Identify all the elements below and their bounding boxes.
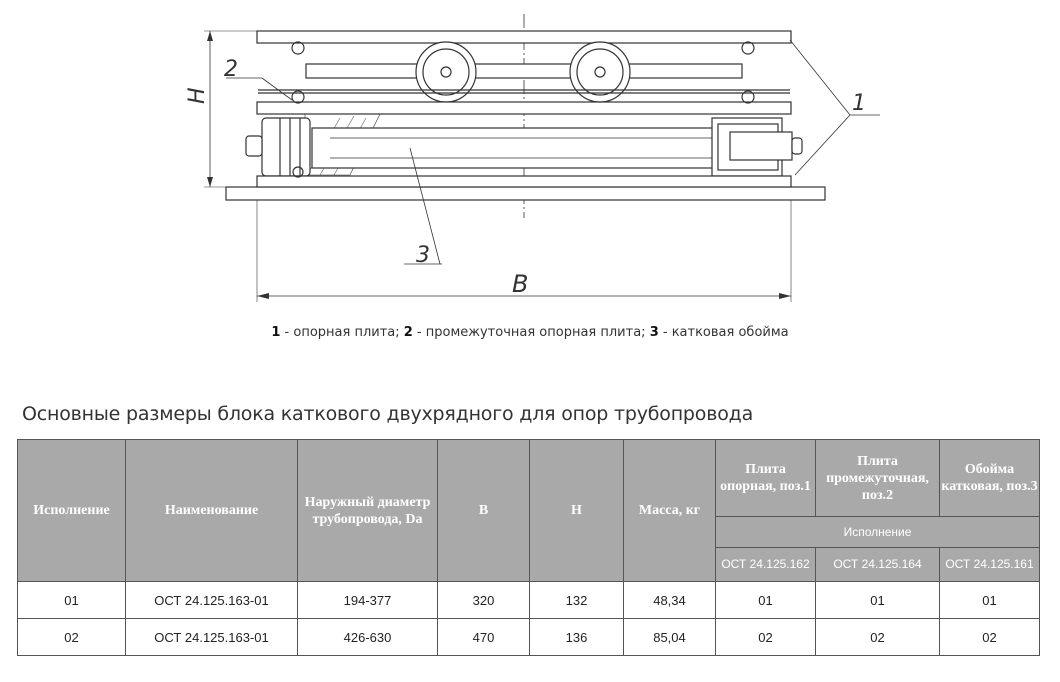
th-ost-161: ОСТ 24.125.161 (940, 548, 1040, 582)
cell-p2: 01 (816, 582, 940, 619)
label-pos3: 3 (416, 243, 430, 268)
leader-1 (790, 40, 850, 115)
cell-p3: 01 (940, 582, 1040, 619)
left-wheel (262, 118, 310, 176)
th-plita-promezh: Плита промежуточная, поз.2 (816, 440, 940, 517)
cell-p1: 01 (716, 582, 816, 619)
leader-1 (795, 115, 850, 175)
th-ost-164: ОСТ 24.125.164 (816, 548, 940, 582)
th-naimenovanie: Наименование (126, 440, 298, 582)
table-row (18, 619, 1040, 656)
intermediate-plate (257, 102, 791, 114)
caption-num-3: 3 (649, 325, 659, 340)
th-h: H (530, 440, 624, 582)
top-plate (257, 31, 791, 43)
cell-isp: 01 (18, 582, 126, 619)
caption-text-1: - опорная плита; (280, 325, 404, 340)
th-massa: Масса, кг (624, 440, 716, 582)
cell-p3: 02 (940, 619, 1040, 656)
cell-b: 320 (438, 582, 530, 619)
ball (742, 42, 754, 54)
cell-h: 136 (530, 619, 624, 656)
dim-b-label: B (512, 270, 529, 298)
caption-num-2: 2 (403, 325, 413, 340)
th-ost-162: ОСТ 24.125.162 (716, 548, 816, 582)
table-title: Основные размеры блока каткового двухрядного для опор трубопровода (22, 403, 754, 425)
cell-da: 194-377 (298, 582, 438, 619)
caption-num-1: 1 (271, 325, 281, 340)
th-plita-opornaya: Плита опорная, поз.1 (716, 440, 816, 517)
cell-mass: 48,34 (624, 582, 716, 619)
table-row (18, 582, 1040, 619)
th-ispolnenie: Исполнение (18, 440, 126, 582)
th-sub-ispolnenie: Исполнение (716, 517, 1040, 548)
th-oboima: Обойма катковая, поз.3 (940, 440, 1040, 517)
cell-mass: 85,04 (624, 619, 716, 656)
label-pos2: 2 (224, 57, 238, 82)
cell-h: 132 (530, 582, 624, 619)
caption-text-2: - промежуточная опорная плита; (412, 325, 650, 340)
roller-block-drawing (0, 0, 1060, 320)
dim-h-label: H (185, 87, 210, 104)
bottom-plate (257, 176, 791, 187)
left-axle-cap (246, 136, 262, 156)
drawing-caption (0, 325, 1060, 340)
cell-p2: 02 (816, 619, 940, 656)
label-pos1: 1 (852, 91, 866, 116)
upper-axle (306, 64, 742, 78)
cell-b: 470 (438, 619, 530, 656)
base-plate (226, 187, 825, 200)
leader-2 (262, 78, 292, 100)
cell-da: 426-630 (298, 619, 438, 656)
spec-table (17, 439, 1040, 656)
ball (292, 42, 304, 54)
cell-isp: 02 (18, 619, 126, 656)
caption-text-3: - катковая обойма (658, 325, 789, 340)
th-b: B (438, 440, 530, 582)
right-axle (730, 132, 792, 160)
right-axle-cap (792, 138, 802, 154)
lower-roller-body (312, 128, 730, 168)
cell-name: ОСТ 24.125.163-01 (126, 619, 298, 656)
cell-name: ОСТ 24.125.163-01 (126, 582, 298, 619)
th-diametr: Наружный диаметр трубопровода, Da (298, 440, 438, 582)
cell-p1: 02 (716, 619, 816, 656)
